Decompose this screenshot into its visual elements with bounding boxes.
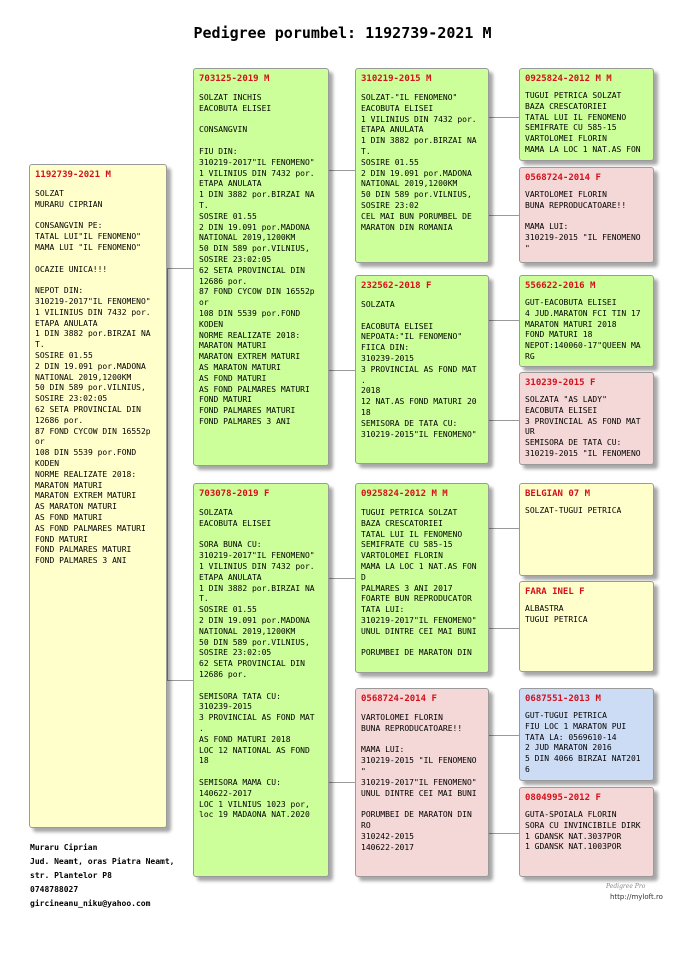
pigeon-details: VARTOLOMEI FLORIN BUNA REPRODUCATOARE!! MAMA LUI: 310219-2015 "IL FENOMENO " 310219-2017"IL FENOMENO" UNUL DINTRE CEI MAI BUNI PORUMBEI DE MARATON DIN RO 310242-2015 140622-2017: [361, 713, 477, 852]
pigeon-card-dam[interactable]: [193, 483, 329, 877]
pigeon-details: SOLZATA "AS LADY" EACOBUTA ELISEI 3 PROVINCIAL AS FOND MAT UR SEMISORA DE TATA CU: 310219-2015 "IL FENOMENO: [525, 395, 641, 458]
connector-line: [167, 268, 168, 680]
connector-line: [489, 528, 519, 529]
pigeon-details: VARTOLOMEI FLORIN BUNA REPRODUCATOARE!! MAMA LUI: 310219-2015 "IL FENOMENO ": [525, 190, 641, 253]
connector-line: [489, 117, 519, 118]
connector-line: [489, 320, 519, 321]
pigeon-details: SOLZAT MURARU CIPRIAN CONSANGVIN PE: TATAL LUI"IL FENOMENO" MAMA LUI "IL FENOMENO" OCAZIE UNICA!!! NEPOT DIN: 310219-2017"IL FENOMENO" 1 VILINIUS DIN 7432 por. ETAPA ANULATA 1 DIN 3882 por.BIRZAI NA T. SOSIRE 01.55 2 DIN 19.091 por.MADONA NATIONAL 2019,1200KM 50 DIN 589 por.VILNIUS, SOSIRE 23:02:05 62 SETA PROVINCIAL DIN 12686 por. 87 FOND CYCOW DIN 16552p or 108 DIN 5539 por.FOND KODEN NORME REALIZATE 2018: MARATON MATURI MARATON EXTREM MATURI AS MARATON MATURI AS FOND MATURI AS FOND PALMARES MATURI FOND MATURI FOND PALMARES MATURI FOND PALMARES 3 ANI: [35, 189, 151, 566]
pigeon-details: ALBASTRA TUGUI PETRICA: [525, 604, 588, 624]
ring-number: 703078-2019 F: [199, 489, 270, 499]
ring-number: 0568724-2014 F: [525, 173, 601, 183]
signature-logo: Pedigree Pro: [606, 883, 646, 890]
ring-number: 310219-2015 M: [361, 74, 432, 84]
pigeon-details: GUTA-SPOIALA FLORIN SORA CU INVINCIBILE DIRK 1 GDANSK NAT.3037POR 1 GDANSK NAT.1003POR: [525, 810, 641, 852]
pigeon-card-dam-dam[interactable]: [355, 688, 489, 877]
ring-number: 1192739-2021 M: [35, 170, 111, 180]
pigeon-card-sire-sire[interactable]: [355, 68, 489, 263]
pigeon-details: GUT-EACOBUTA ELISEI 4 JUD.MARATON FCI TIN 17 MARATON MATURI 2018 FOND MATURI 18 NEPOT:140060-17"QUEEN MA RG: [525, 298, 641, 361]
pigeon-card-dam-sire[interactable]: [355, 483, 489, 673]
pigeon-card-dss[interactable]: [519, 483, 654, 576]
pigeon-details: SOLZAT-TUGUI PETRICA: [525, 506, 622, 515]
ring-number: 703125-2019 M: [199, 74, 270, 84]
pigeon-details: SOLZAT-"IL FENOMENO" EACOBUTA ELISEI 1 VILINIUS DIN 7432 por. ETAPA ANULATA 1 DIN 3882 por.BIRZAI NA T. SOSIRE 01.55 2 DIN 19.091 por.MADONA NATIONAL 2019,1200KM 50 DIN 589 por.VILNIUS, SOSIRE 23:02 CEL MAI BUN PORUMBEL DE MARATON DIN ROMANIA: [361, 93, 477, 232]
ring-number: 556622-2016 M: [525, 281, 596, 291]
pigeon-details: SOLZATA EACOBUTA ELISEI NEPOATA:"IL FENOMENO" FIICA DIN: 310239-2015 3 PROVINCIAL AS FOND MAT . 2018 12 NAT.AS FOND MATURI 20 18 SEMISORA DE TATA CU: 310219-2015"IL FENOMENO": [361, 300, 477, 439]
pigeon-details: GUT-TUGUI PETRICA FIU LOC 1 MARATON PUI TATA LA: 0569610-14 2 JUD MARATON 2016 5 DIN 4066 BIRZAI NAT201 6: [525, 711, 641, 774]
ring-number: 0925824-2012 M M: [525, 74, 612, 84]
connector-line: [329, 170, 355, 171]
ring-number: 0804995-2012 F: [525, 793, 601, 803]
pigeon-card-sire-dam[interactable]: [355, 275, 489, 464]
pigeon-details: TUGUI PETRICA SOLZAT BAZA CRESCATORIEI TATAL LUI IL FENOMENO SEMIFRATE CU 585-15 VARTOLOMEI FLORIN MAMA LA LOC 1 NAT.AS FON: [525, 91, 641, 154]
pigeon-details: SOLZATA EACOBUTA ELISEI SORA BUNA CU: 310219-2017"IL FENOMENO" 1 VILINIUS DIN 7432 por. ETAPA ANULATA 1 DIN 3882 por.BIRZAI NA T. SOSIRE 01.55 2 DIN 19.091 por.MADONA NATIONAL 2019,1200KM 50 DIN 589 por.VILNIUS, SOSIRE 23:02:05 62 SETA PROVINCIAL DIN 12686 por. SEMISORA TATA CU: 310239-2015 3 PROVINCIAL AS FOND MAT . AS FOND MATURI 2018 LOC 12 NATIONAL AS FOND 18 SEMISORA MAMA CU: 140622-2017 LOC 1 VILNIUS 1023 por, loc 19 MADAONA NAT.2020: [199, 508, 315, 820]
ring-number: 0687551-2013 M: [525, 694, 601, 704]
connector-line: [329, 578, 355, 579]
connector-line: [167, 680, 193, 681]
pigeon-card-dsd[interactable]: [519, 581, 654, 672]
page-title: Pedigree porumbel: 1192739-2021 M: [193, 24, 492, 42]
connector-line: [329, 782, 355, 783]
connector-line: [489, 735, 519, 736]
ring-number: BELGIAN 07 M: [525, 489, 591, 499]
pigeon-details: TUGUI PETRICA SOLZAT BAZA CRESCATORIEI TATAL LUI IL FENOMENO SEMIFRATE CU 585-15 VARTOLOMEI FLORIN MAMA LA LOC 1 NAT.AS FON D PALMARES 3 ANI 2017 FOARTE BUN REPRODUCATOR TATA LUI: 310219-2017"IL FENOMENO" UNUL DINTRE CEI MAI BUNI PORUMBEI DE MARATON DIN: [361, 508, 477, 658]
footer-url[interactable]: http://myloft.ro: [610, 893, 663, 901]
connector-line: [167, 268, 193, 269]
pigeon-card-sire[interactable]: [193, 68, 329, 466]
pigeon-card-main[interactable]: [29, 164, 167, 828]
ring-number: 0568724-2014 F: [361, 694, 437, 704]
pigeon-card-sds[interactable]: [519, 275, 654, 367]
ring-number: FARA INEL F: [525, 587, 585, 597]
connector-line: [489, 215, 519, 216]
ring-number: 232562-2018 F: [361, 281, 432, 291]
connector-line: [489, 628, 519, 629]
pigeon-card-sss[interactable]: [519, 68, 654, 161]
ring-number: 310239-2015 F: [525, 378, 596, 388]
connector-line: [329, 370, 355, 371]
pigeon-card-ssd[interactable]: [519, 167, 654, 263]
connector-line: [489, 833, 519, 834]
pigeon-card-dds[interactable]: [519, 688, 654, 781]
pigeon-details: SOLZAT INCHIS EACOBUTA ELISEI CONSANGVIN FIU DIN: 310219-2017"IL FENOMENO" 1 VILINIUS DIN 7432 por. ETAPA ANULATA 1 DIN 3882 por.BIRZAI NA T. SOSIRE 01.55 2 DIN 19.091 por.MADONA NATIONAL 2019,1200KM 50 DIN 589 por.VILNIUS, SOSIRE 23:02:05 62 SETA PROVINCIAL DIN 12686 por. 87 FOND CYCOW DIN 16552p or 108 DIN 5539 por.FOND KODEN NORME REALIZATE 2018: MARATON MATURI MARATON EXTREM MATURI AS MARATON MATURI AS FOND MATURI AS FOND PALMARES MATURI FOND MATURI FOND PALMARES MATURI FOND PALMARES 3 ANI: [199, 93, 315, 426]
ring-number: 0925824-2012 M M: [361, 489, 448, 499]
connector-line: [489, 420, 519, 421]
pigeon-card-sdd[interactable]: [519, 372, 654, 465]
pigeon-card-ddd[interactable]: [519, 787, 654, 877]
owner-contact: Muraru Ciprian Jud. Neamt, oras Piatra Neamt, str. Plantelor P8 0748788027 gircineanu_niku@yahoo.com: [30, 843, 175, 908]
